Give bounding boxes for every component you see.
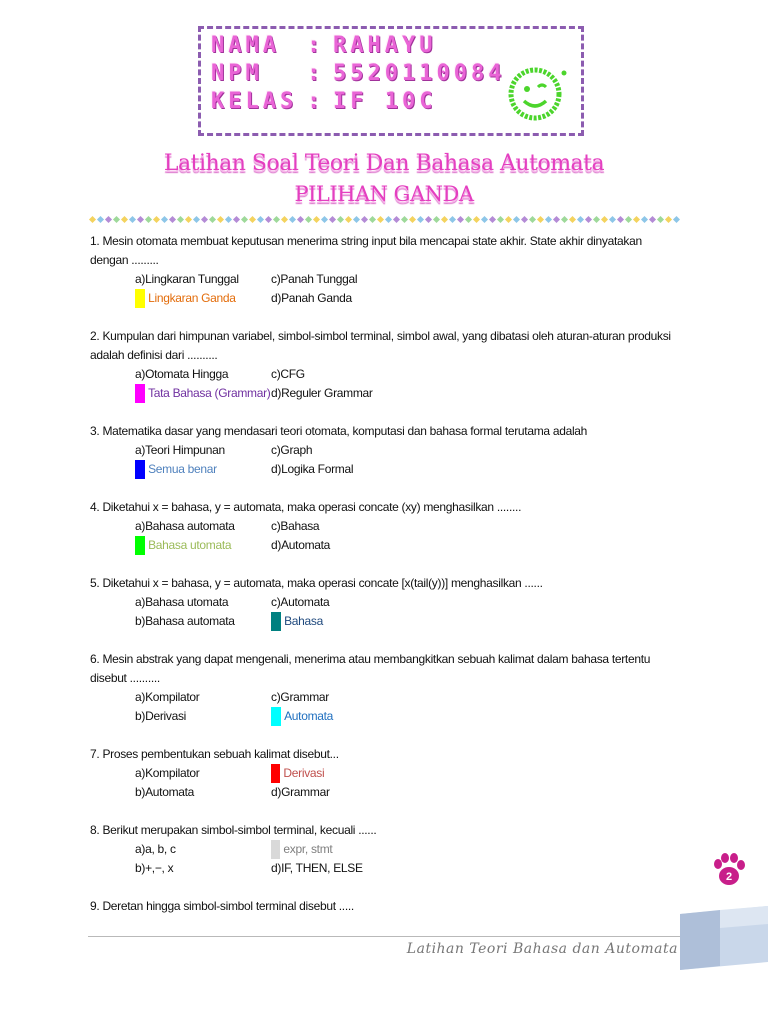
answer-options	[135, 688, 680, 726]
bead	[209, 216, 216, 223]
question-text: 2. Kumpulan dari himpunan variabel, simbol-simbol terminal, simbol awal, yang dibatasi oleh aturan-aturan produksi adalah definisi dari ..........	[90, 329, 671, 362]
npm-label: NPM	[211, 61, 263, 86]
answer-option	[135, 517, 235, 536]
answer-options	[135, 764, 680, 802]
smiley-icon	[507, 63, 569, 125]
bead	[505, 216, 512, 223]
name-label: NAMA	[211, 33, 280, 58]
option-marker: b)	[135, 614, 146, 628]
page-title: Latihan Soal Teori Dan Bahasa Automata	[163, 151, 605, 176]
identity-box	[198, 26, 584, 136]
bead	[137, 216, 144, 223]
option-text: Bahasa utomata	[148, 538, 232, 552]
option-text: Automata	[284, 709, 334, 723]
option-marker: b)	[135, 289, 145, 308]
bead	[497, 216, 504, 223]
option-marker: d)	[271, 707, 281, 726]
npm-separator: :	[307, 61, 325, 86]
bead	[401, 216, 408, 223]
bead	[657, 216, 664, 223]
option-marker: a)	[135, 766, 146, 780]
option-marker: c)	[271, 690, 281, 704]
option-text: Otomata Hingga	[145, 367, 229, 381]
bead	[385, 216, 392, 223]
option-marker: d)	[271, 386, 282, 400]
bead	[177, 216, 184, 223]
option-marker: d)	[271, 861, 282, 875]
bead	[393, 216, 400, 223]
option-marker: b)	[135, 785, 146, 799]
bead	[337, 216, 344, 223]
footer-text: Latihan Teori Bahasa dan Automata	[406, 941, 678, 957]
option-text: expr, stmt	[283, 842, 333, 856]
option-text: Kompilator	[145, 766, 200, 780]
answer-option-selected	[271, 707, 333, 726]
bead	[145, 216, 152, 223]
class-value: IF 10C	[333, 89, 437, 114]
bead	[481, 216, 488, 223]
page-subtitle: PILIHAN GANDA	[294, 182, 474, 206]
question-text: 7. Proses pembentukan sebuah kalimat disebut...	[90, 747, 339, 761]
question-item	[90, 745, 680, 821]
answer-option	[135, 688, 199, 707]
option-text: Lingkaran Ganda	[148, 291, 236, 305]
bead	[249, 216, 256, 223]
question-item	[90, 574, 680, 650]
bead	[89, 216, 96, 223]
answer-option	[135, 441, 225, 460]
answer-option	[271, 270, 357, 289]
answer-option	[135, 612, 235, 631]
answer-option-selected	[271, 612, 323, 631]
option-marker: a)	[135, 519, 146, 533]
answer-option	[135, 365, 228, 384]
class-separator: :	[307, 89, 325, 114]
answer-option-selected	[135, 460, 217, 479]
bead	[649, 216, 656, 223]
option-marker: b)	[135, 536, 145, 555]
answer-option	[271, 783, 330, 802]
question-text: 8. Berikut merupakan simbol-simbol terminal, kecuali ......	[90, 823, 377, 837]
bead	[433, 216, 440, 223]
class-row	[211, 89, 436, 114]
option-marker: a)	[135, 272, 146, 286]
option-text: Automata	[280, 595, 330, 609]
option-text: Tata Bahasa (Grammar)	[148, 386, 271, 400]
answer-options	[135, 365, 680, 403]
name-separator: :	[307, 33, 325, 58]
option-marker: c)	[271, 272, 281, 286]
option-text: Grammar	[281, 785, 330, 799]
bead	[489, 216, 496, 223]
option-marker: c)	[271, 764, 280, 783]
question-item	[90, 232, 680, 327]
option-text: Bahasa	[284, 614, 323, 628]
option-marker: a)	[135, 842, 146, 856]
bead	[201, 216, 208, 223]
option-marker: a)	[135, 367, 146, 381]
bead	[217, 216, 224, 223]
bead	[641, 216, 648, 223]
answer-option-selected	[271, 764, 324, 783]
bead	[593, 216, 600, 223]
bead	[297, 216, 304, 223]
answer-option	[271, 289, 352, 308]
footer-divider	[88, 936, 680, 937]
option-marker: b)	[135, 709, 146, 723]
bead	[193, 216, 200, 223]
bead	[449, 216, 456, 223]
class-label: KELAS	[211, 89, 298, 114]
question-list	[90, 232, 680, 916]
option-marker: d)	[271, 785, 282, 799]
bead	[361, 216, 368, 223]
bead	[673, 216, 680, 223]
answer-option	[135, 840, 176, 859]
option-text: Semua benar	[148, 462, 217, 476]
bead	[257, 216, 264, 223]
bead	[569, 216, 576, 223]
bead	[425, 216, 432, 223]
option-text: Teori Himpunan	[145, 443, 225, 457]
option-text: +,−, x	[145, 861, 174, 875]
bead	[313, 216, 320, 223]
bead	[609, 216, 616, 223]
option-marker: c)	[271, 443, 281, 457]
option-text: Logika Formal	[281, 462, 354, 476]
option-marker: b)	[135, 384, 145, 403]
bead	[169, 216, 176, 223]
option-text: Lingkaran Tunggal	[145, 272, 239, 286]
bead	[585, 216, 592, 223]
paw-icon	[710, 852, 746, 888]
npm-value: 5520110084	[333, 61, 506, 86]
question-item	[90, 821, 680, 897]
bead	[225, 216, 232, 223]
bead	[377, 216, 384, 223]
option-marker: d)	[271, 538, 282, 552]
bead	[97, 216, 104, 223]
bead	[273, 216, 280, 223]
answer-option	[271, 517, 319, 536]
bead	[633, 216, 640, 223]
option-text: Bahasa utomata	[145, 595, 229, 609]
bead	[529, 216, 536, 223]
option-text: Grammar	[280, 690, 329, 704]
bead	[129, 216, 136, 223]
option-text: Kompilator	[145, 690, 200, 704]
answer-option	[135, 783, 194, 802]
answer-options	[135, 441, 680, 479]
bead	[561, 216, 568, 223]
bead	[289, 216, 296, 223]
bead	[457, 216, 464, 223]
answer-option	[271, 536, 330, 555]
option-text: Panah Tunggal	[280, 272, 358, 286]
option-text: a, b, c	[145, 842, 176, 856]
bead	[161, 216, 168, 223]
answer-options	[135, 593, 680, 631]
option-text: CFG	[280, 367, 305, 381]
bead	[321, 216, 328, 223]
bead	[617, 216, 624, 223]
bead	[185, 216, 192, 223]
bead	[265, 216, 272, 223]
answer-option	[271, 460, 353, 479]
option-text: Derivasi	[283, 766, 325, 780]
answer-option	[271, 593, 329, 612]
bead	[441, 216, 448, 223]
bead	[329, 216, 336, 223]
question-item	[90, 327, 680, 422]
page-number: 2	[725, 871, 733, 883]
bead	[409, 216, 416, 223]
name-value: RAHAYU	[333, 33, 437, 58]
option-marker: a)	[135, 443, 146, 457]
option-marker: d)	[271, 291, 282, 305]
bead	[121, 216, 128, 223]
option-text: Bahasa	[280, 519, 320, 533]
option-text: Automata	[145, 785, 195, 799]
answer-option	[271, 688, 329, 707]
question-text: 3. Matematika dasar yang mendasari teori otomata, komputasi dan bahasa formal terutama adalah	[90, 424, 588, 438]
name-row	[211, 33, 436, 58]
option-marker: a)	[135, 595, 146, 609]
bead	[353, 216, 360, 223]
bead	[465, 216, 472, 223]
answer-options	[135, 270, 680, 308]
bead	[521, 216, 528, 223]
answer-options	[135, 517, 680, 555]
option-marker: d)	[271, 462, 282, 476]
answer-option	[135, 859, 173, 878]
question-item	[90, 650, 680, 745]
option-marker: a)	[135, 690, 146, 704]
answer-option	[271, 859, 363, 878]
option-marker: c)	[271, 595, 281, 609]
bead	[577, 216, 584, 223]
question-text: 9. Deretan hingga simbol-simbol terminal disebut .....	[90, 899, 354, 913]
bead	[105, 216, 112, 223]
bead	[369, 216, 376, 223]
option-text: Bahasa automata	[145, 519, 235, 533]
answer-option	[135, 270, 239, 289]
answer-option-selected	[135, 536, 231, 555]
answer-option-selected	[135, 289, 236, 308]
answer-option	[135, 593, 228, 612]
bead	[537, 216, 544, 223]
bead	[233, 216, 240, 223]
bead	[473, 216, 480, 223]
bead	[665, 216, 672, 223]
bead	[417, 216, 424, 223]
bead	[153, 216, 160, 223]
answer-option	[135, 764, 199, 783]
answer-option	[135, 707, 186, 726]
option-marker: b)	[135, 460, 145, 479]
question-item	[90, 498, 680, 574]
bead	[513, 216, 520, 223]
option-marker: c)	[271, 840, 280, 859]
bead	[281, 216, 288, 223]
bead	[553, 216, 560, 223]
decorative-bead-divider	[88, 215, 680, 225]
bead	[305, 216, 312, 223]
answer-option-selected	[135, 384, 271, 403]
page-corner-icon	[680, 906, 768, 970]
question-item	[90, 422, 680, 498]
option-text: IF, THEN, ELSE	[281, 861, 363, 875]
option-text: Derivasi	[145, 709, 187, 723]
bead	[625, 216, 632, 223]
answer-option	[271, 441, 312, 460]
answer-option-selected	[271, 840, 332, 859]
answer-option	[271, 384, 373, 403]
option-marker: b)	[135, 861, 146, 875]
option-text: Panah Ganda	[281, 291, 352, 305]
option-marker: c)	[271, 519, 281, 533]
option-text: Automata	[281, 538, 331, 552]
question-text: 1. Mesin otomata membuat keputusan menerima string input bila mencapai state akhir. State akhir dinyatakan dengan .........	[90, 234, 642, 267]
option-marker: c)	[271, 367, 281, 381]
bead	[113, 216, 120, 223]
question-item	[90, 897, 680, 916]
bead	[545, 216, 552, 223]
bead	[241, 216, 248, 223]
bead	[601, 216, 608, 223]
answer-option	[271, 365, 305, 384]
option-text: Bahasa automata	[145, 614, 235, 628]
question-text: 6. Mesin abstrak yang dapat mengenali, menerima atau membangkitkan sebuah kalimat dalam bahasa tertentu disebut ..........	[90, 652, 651, 685]
answer-options	[135, 840, 680, 878]
option-text: Reguler Grammar	[281, 386, 373, 400]
option-marker: d)	[271, 612, 281, 631]
option-text: Graph	[280, 443, 313, 457]
bead	[345, 216, 352, 223]
question-text: 4. Diketahui x = bahasa, y = automata, maka operasi concate (xy) menghasilkan ........	[90, 500, 522, 514]
npm-row	[211, 61, 505, 86]
question-text: 5. Diketahui x = bahasa, y = automata, maka operasi concate [x(tail(y))] menghasilkan ......	[90, 576, 543, 590]
